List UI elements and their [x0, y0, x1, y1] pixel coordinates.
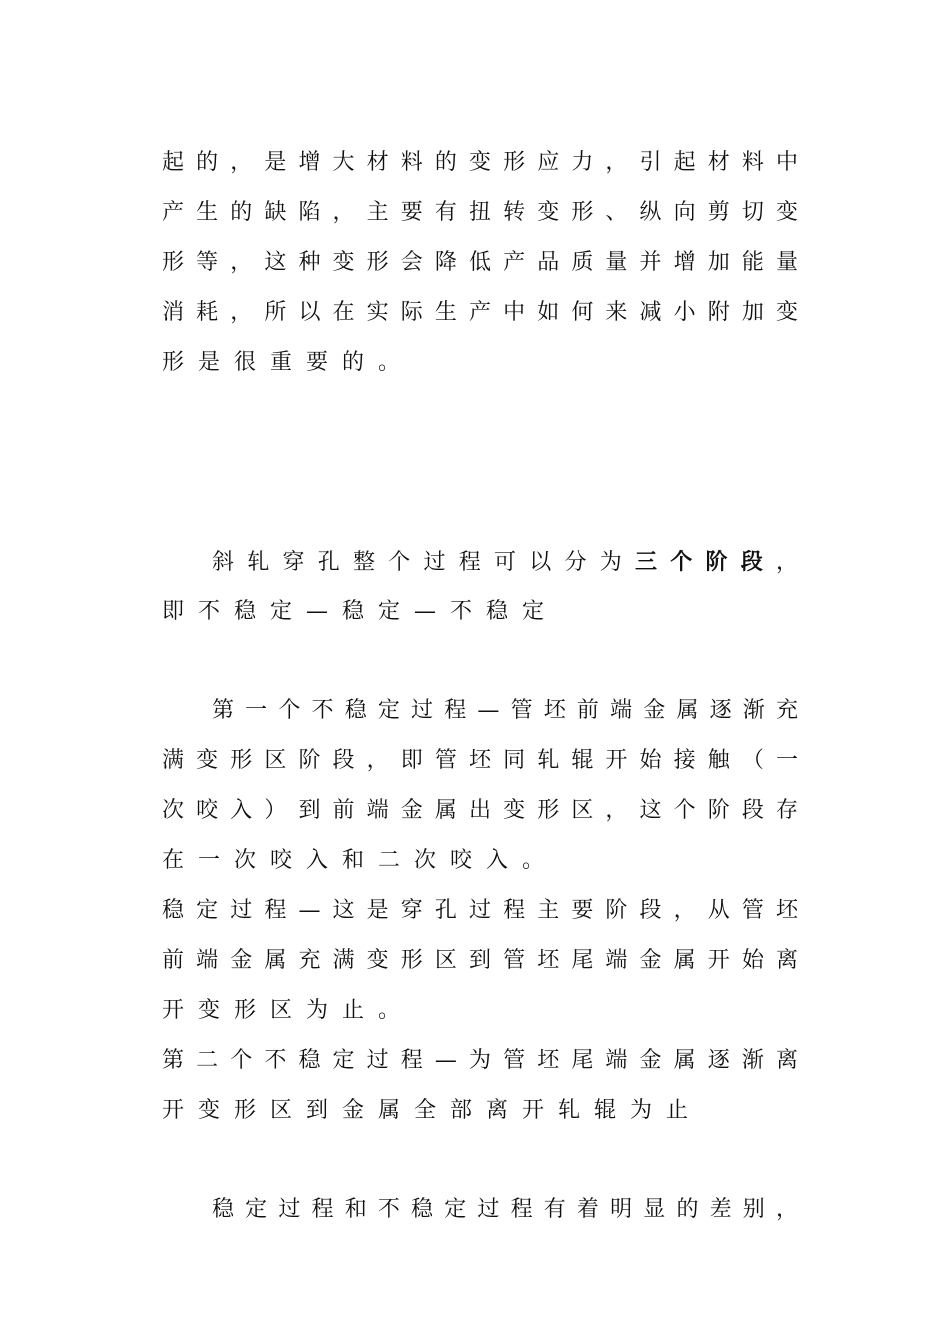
text-line: 稳定过程和不稳定过程有着明显的差别， — [212, 1197, 798, 1222]
text-line: 产生的缺陷，主要有扭转变形、纵向剪切变 — [162, 200, 798, 225]
text-line: 开变形区为止。 — [162, 998, 415, 1023]
emphasis-text: 三个阶段 — [634, 549, 776, 575]
text-line: 在一次咬入和二次咬入。 — [162, 848, 559, 873]
text-line: 次咬入）到前端金属出变形区，这个阶段存 — [162, 798, 798, 823]
text-segment: ， — [775, 550, 798, 575]
text-line: 第二个不稳定过程—为管坯尾端金属逐渐离 — [162, 1048, 798, 1073]
text-line-with-emphasis — [212, 542, 798, 582]
text-line: 形等，这种变形会降低产品质量并增加能量 — [162, 250, 798, 275]
text-segment: 斜轧穿孔整个过程可以分为 — [212, 550, 635, 575]
text-line: 开变形区到金属全部离开轧辊为止 — [162, 1098, 703, 1123]
text-line: 满变形区阶段，即管坯同轧辊开始接触（一 — [162, 748, 798, 773]
text-line: 形是很重要的。 — [162, 350, 415, 375]
text-line: 消耗，所以在实际生产中如何来减小附加变 — [162, 300, 798, 325]
text-line: 起的，是增大材料的变形应力，引起材料中 — [162, 150, 798, 175]
text-line: 前端金属充满变形区到管坯尾端金属开始离 — [162, 948, 798, 973]
text-line: 稳定过程—这是穿孔过程主要阶段，从管坯 — [162, 898, 798, 923]
text-line: 即不稳定—稳定—不稳定 — [162, 599, 559, 624]
text-line: 第一个不稳定过程—管坯前端金属逐渐充 — [212, 698, 798, 723]
